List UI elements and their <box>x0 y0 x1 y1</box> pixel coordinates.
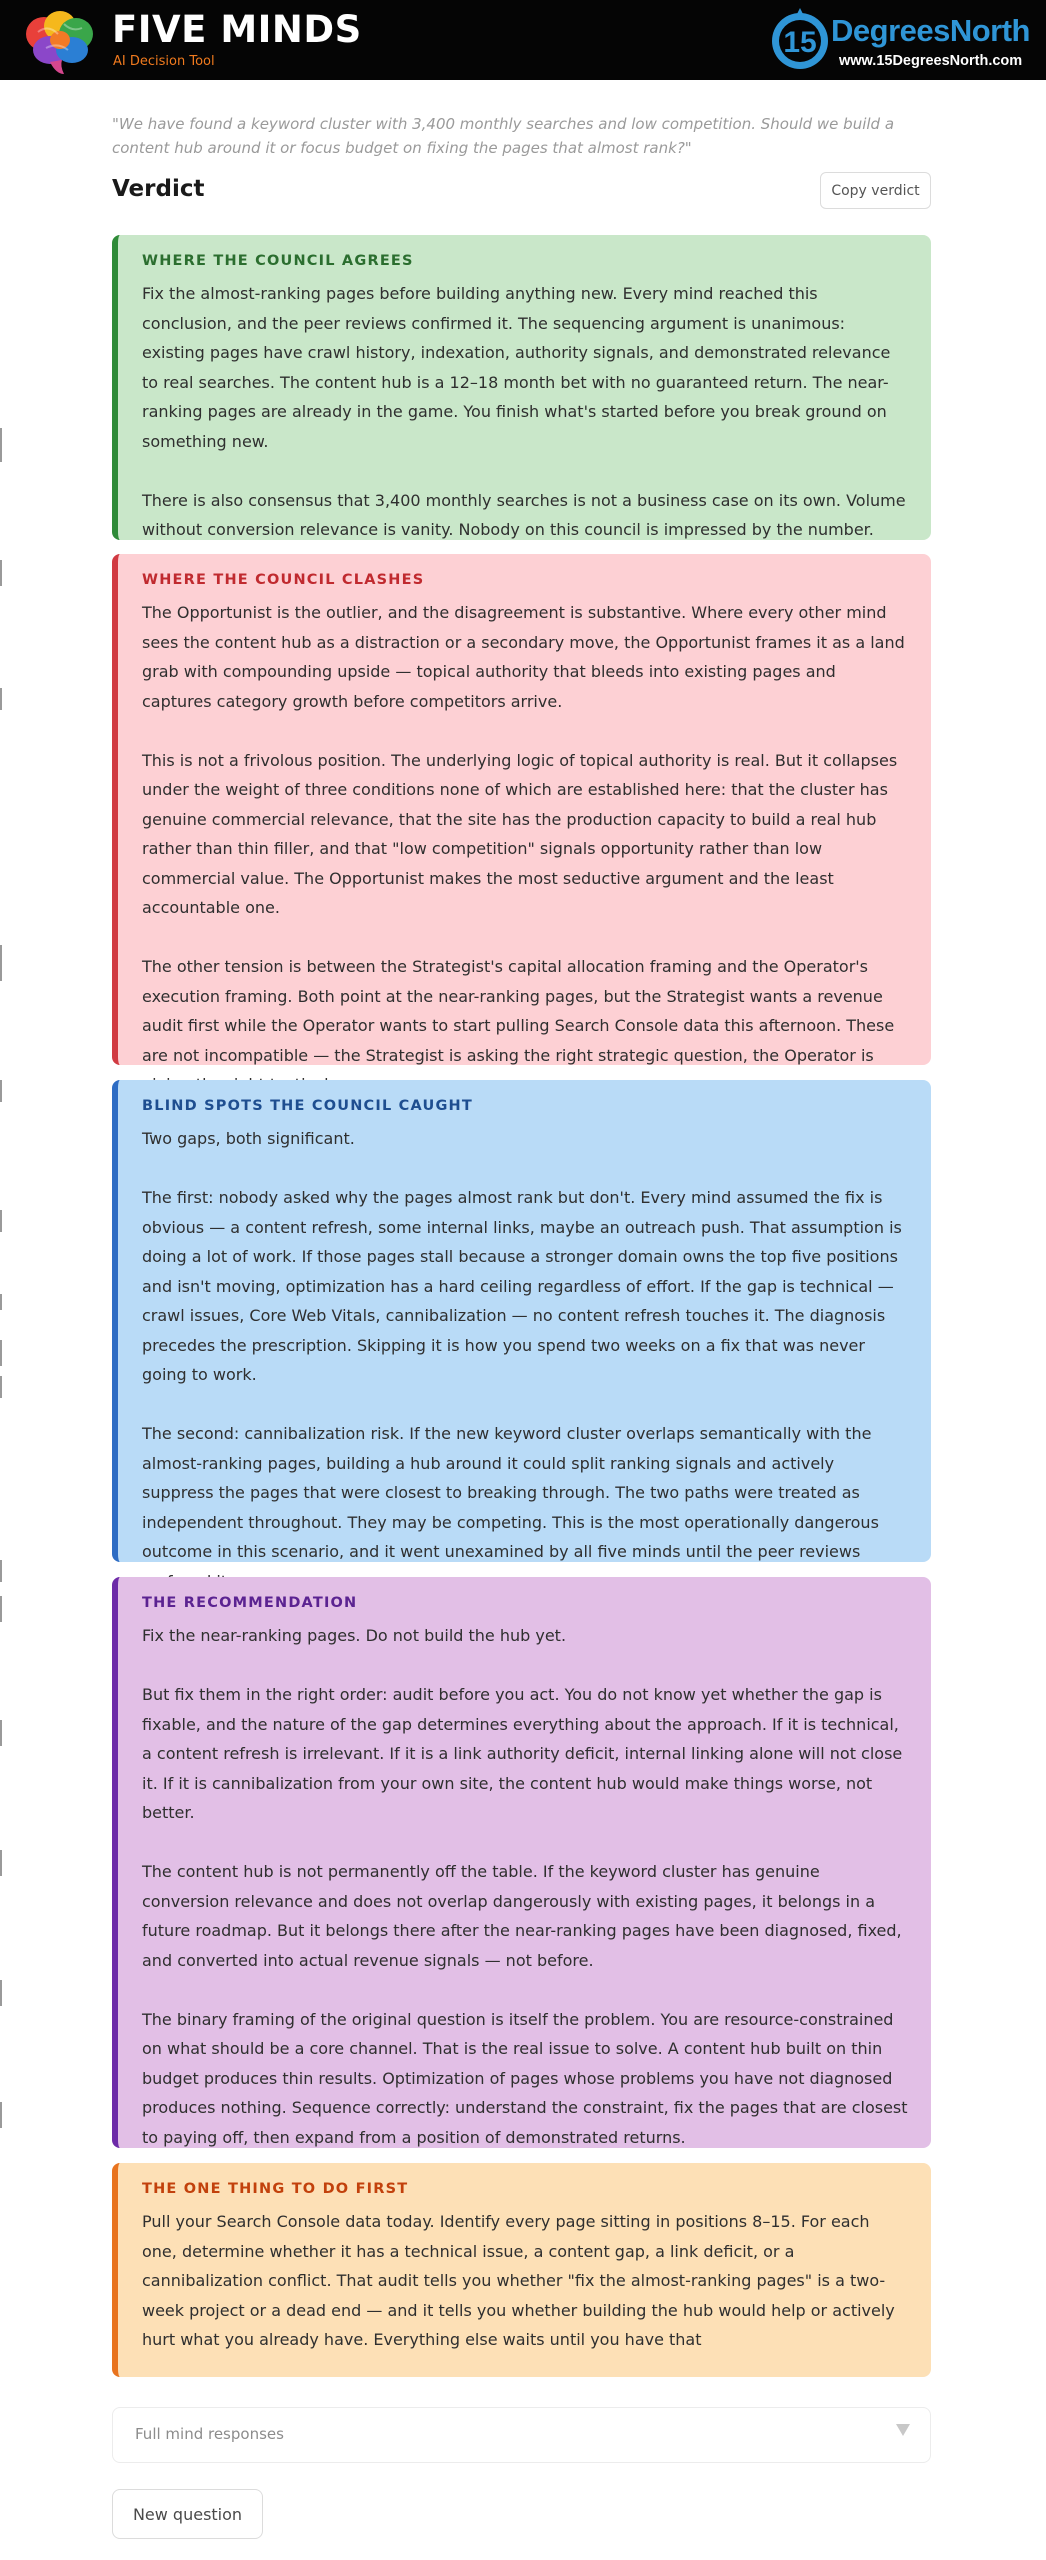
edge-marker <box>0 2102 2 2128</box>
section-paragraph: The second: cannibalization risk. If the new keyword cluster overlaps semantically with the almost-ranking pages, building a hub around it could split ranking signals and actively suppress the pages that were closest to breaking through. The two paths were treated as independent throughout. They may be competing. This is the most operationally dangerous outcome in this scenario, and it went unexamined by all five minds until the peer reviews <box>142 1424 879 1561</box>
section-paragraph: Pull your Search Console data today. Identify every page sitting in positions 8–15. For each one, determine whether it has a technical issue, a content gap, a link deficit, or a cannibalization conflict. That audit tells you whether "fix the almost-ranking pages" is a two-week project or a dead end — and it tells you whether building the hub would help or actively hurt what you already have. Everything else waits until you have that <box>142 2212 895 2349</box>
app-header <box>0 0 1046 80</box>
brand-logo[interactable] <box>769 6 1030 74</box>
edge-marker <box>0 1340 2 1366</box>
chevron-down-icon[interactable] <box>896 2424 910 2436</box>
recommendation-card <box>112 1577 931 2148</box>
edge-marker <box>0 1980 2 2006</box>
section-paragraph: This is not a frivolous position. The underlying logic of topical authority is real. But it collapses under the weight of three conditions none of which are established here: that the cluster has genuine commercial relevance, that the site has the production capacity to build a real hub rather than thin filler, and that "low competition" signals opportunity rather than low commercial value. The Opportunist makes the most seductive argument and the least accountable one. <box>142 750 898 917</box>
question-text: "We have found a keyword cluster with 3,400 monthly searches and low competition. Should we build a content hub around it or focus budget on fixing the pages that almost rank?" <box>112 115 895 157</box>
edge-marker <box>0 945 2 981</box>
edge-marker <box>0 1210 2 1232</box>
edge-marker <box>0 1294 2 1310</box>
section-heading: WHERE THE COUNCIL CLASHES <box>142 572 425 588</box>
section-heading: BLIND SPOTS THE COUNCIL CAUGHT <box>142 1098 473 1114</box>
verdict-title: Verdict <box>112 176 205 202</box>
edge-marker <box>0 1560 2 1582</box>
section-heading: THE ONE THING TO DO FIRST <box>142 2181 409 2197</box>
section-paragraph: But fix them in the right order: audit before you act. You do not know yet whether the gap is fixable, and the nature of the gap determines everything about the approach. If it is technical, a content refresh is irrelevant. If it is a link authority deficit, internal linking alone will not close it. If it is cannibalization from your own site, the content hub would make things worse, not better. <box>142 1685 903 1822</box>
compass-logo-icon <box>769 6 831 72</box>
council-clashes-card <box>112 554 931 1065</box>
edge-marker <box>0 428 2 462</box>
section-paragraph: The content hub is not permanently off the table. If the keyword cluster has genuine conversion relevance and does not overlap dangerously with existing pages, it belongs in a future roadmap. But it belongs there after the near-ranking pages have been diagnosed, fixed, and converted into actual revenue signals — not before. <box>142 1862 902 1970</box>
edge-marker <box>0 1596 2 1622</box>
blind-spots-card <box>112 1080 931 1562</box>
app-title: FIVE MINDS <box>112 8 362 51</box>
section-paragraph: The other tension is between the Strategist's capital allocation framing and the Operator's execution framing. Both point at the near-ranking pages, but the Strategist wants a revenue audit first while the Operator wants to start pulling Search Console data this afternoon. These are not incompatible — the Strategist is asking the right strategic question, the Operator is <box>142 957 895 1065</box>
app-subtitle: AI Decision Tool <box>113 54 215 69</box>
edge-marker <box>0 1850 2 1876</box>
full-mind-responses-toggle[interactable] <box>112 2407 931 2463</box>
edge-marker <box>0 688 2 710</box>
edge-marker <box>0 560 2 586</box>
brand-url[interactable]: www.15DegreesNorth.com <box>839 53 1023 69</box>
section-paragraph: There is also consensus that 3,400 monthly searches is not a business case on its own. Volume without conversion relevance is vanity. Nobody on this council is impressed by the number. <box>142 490 906 539</box>
section-paragraph: The binary framing of the original question is itself the problem. You are resource-constrained on what should be a core channel. That is the real issue to solve. A content hub built on thin budget produces thin results. Optimization of pages whose problems you have not diagnosed produces nothing. Sequence correctly: understand the constraint, fix the pages that are closest to paying off, then expand from a position of demonstrated returns. <box>142 2009 908 2147</box>
new-question-button[interactable]: New question <box>112 2489 263 2539</box>
brand-mark: 15 <box>783 26 817 59</box>
full-mind-responses-label: Full mind responses <box>135 2425 284 2443</box>
brand-name: DegreesNorth <box>831 13 1030 48</box>
edge-marker <box>0 1080 2 1102</box>
one-thing-card <box>112 2163 931 2377</box>
section-paragraph: Fix the almost-ranking pages before building anything new. Every mind reached this conclusion, and the peer reviews confirmed it. The sequencing argument is unanimous: existing pages have crawl history, indexation, authority signals, and demonstrated relevance to real searches. The content hub is a 12–18 month bet with no guaranteed return. The near-ranking pages are already in the game. You finish what's started before you break ground on something new. <box>142 284 891 451</box>
section-paragraph: Two gaps, both significant. <box>142 1129 355 1148</box>
edge-marker <box>0 1720 2 1746</box>
section-heading: WHERE THE COUNCIL AGREES <box>142 253 414 269</box>
section-paragraph: The first: nobody asked why the pages almost rank but don't. Every mind assumed the fix is obvious — a content refresh, some internal links, maybe an outreach push. That assumption is doing a lot of work. If those pages stall because a stronger domain owns the top five positions and isn't moving, optimization has a hard ceiling regardless of effort. If the gap is technical — crawl issues, Core Web Vitals, cannibalization — no content refresh touches it. The diagnosis precedes the prescription. Skipping it is how you spend two weeks on a fix that was never going to work. <box>142 1188 902 1384</box>
brain-icon <box>20 4 98 76</box>
council-agrees-card <box>112 235 931 540</box>
edge-marker <box>0 1376 2 1398</box>
section-heading: THE RECOMMENDATION <box>142 1595 358 1611</box>
section-paragraph: The Opportunist is the outlier, and the disagreement is substantive. Where every other mind sees the content hub as a distraction or a secondary move, the Opportunist frames it as a land grab with compounding upside — topical authority that bleeds into existing pages and captures category growth before competitors arrive. <box>142 603 905 711</box>
copy-verdict-button[interactable]: Copy verdict <box>820 172 931 209</box>
section-paragraph: Fix the near-ranking pages. Do not build the hub yet. <box>142 1626 567 1645</box>
